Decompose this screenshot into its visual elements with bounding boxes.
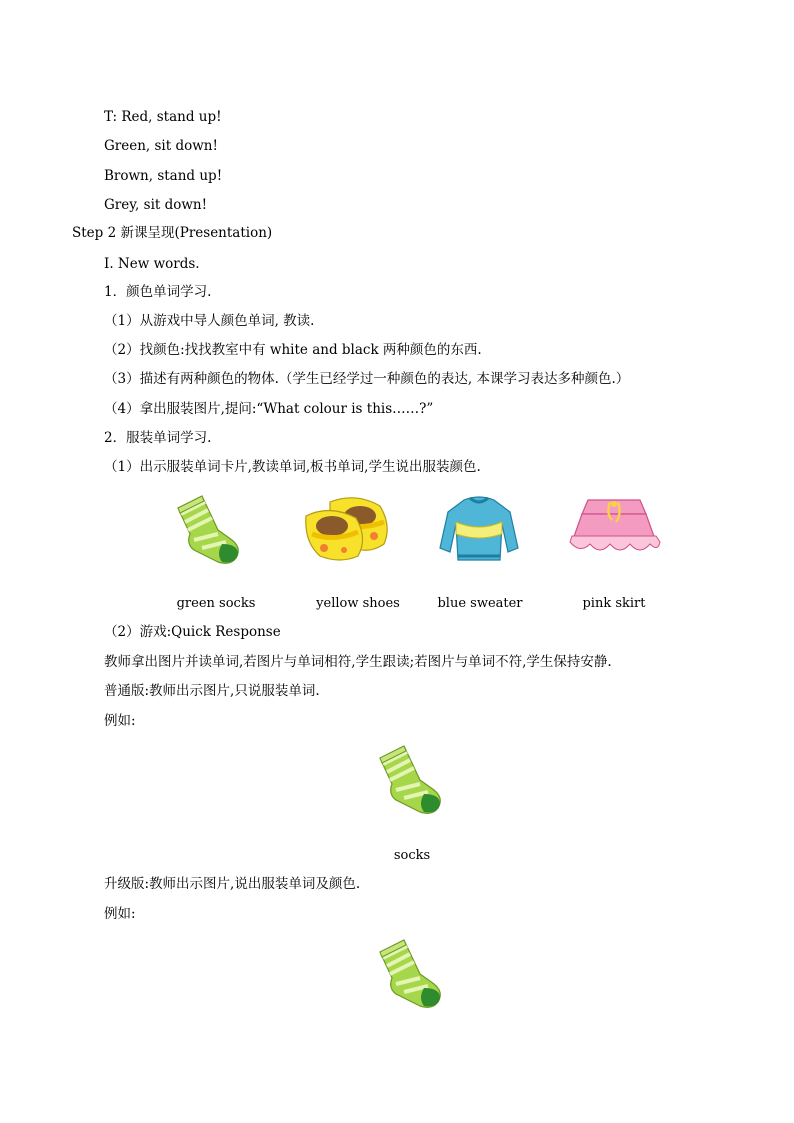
blue-sweater-icon xyxy=(438,494,520,564)
example-label-1: 例如: xyxy=(104,713,136,729)
game-description: 教师拿出图片并读单词,若图片与单词相符,学生跟读;若图片与单词不符,学生保持安静. xyxy=(104,654,612,670)
section2-item-1: （1）出示服装单词卡片,教读单词,板书单词,学生说出服装颜色. xyxy=(104,459,481,475)
dialogue-line-4: Grey, sit down! xyxy=(104,197,208,213)
dialogue-line-1: T: Red, stand up! xyxy=(104,109,222,125)
caption-blue-sweater: blue sweater xyxy=(437,596,523,611)
example-caption-socks: socks xyxy=(393,848,431,863)
section1-item-3: （3）描述有两种颜色的物体.（学生已经学过一种颜色的表达, 本课学习表达多种颜色.） xyxy=(104,371,630,387)
advanced-version-text: 升级版:教师出示图片,说出服装单词及颜色. xyxy=(104,876,361,892)
caption-green-socks: green socks xyxy=(176,596,256,611)
socks-example-2-icon xyxy=(374,938,450,1014)
section2-title: 2．服装单词学习. xyxy=(104,430,212,446)
example-label-2: 例如: xyxy=(104,906,136,922)
section1-title: 1．颜色单词学习. xyxy=(104,284,212,300)
section1-item-4: （4）拿出服装图片,提问:“What colour is this……?” xyxy=(104,401,434,417)
dialogue-line-3: Brown, stand up! xyxy=(104,168,223,184)
green-socks-icon xyxy=(172,494,248,570)
caption-yellow-shoes: yellow shoes xyxy=(316,596,400,611)
yellow-shoes-icon xyxy=(300,492,392,564)
caption-pink-skirt: pink skirt xyxy=(582,596,646,611)
game-title: （2）游戏:Quick Response xyxy=(104,624,281,640)
section1-item-2: （2）找颜色:找找教室中有 white and black 两种颜色的东西. xyxy=(104,342,482,358)
new-words-heading: I. New words. xyxy=(104,256,200,272)
dialogue-line-2: Green, sit down! xyxy=(104,138,218,154)
section1-item-1: （1）从游戏中导人颜色单词, 教读. xyxy=(104,313,315,329)
step2-heading: Step 2 新课呈现(Presentation) xyxy=(72,225,273,241)
pink-skirt-icon xyxy=(566,496,662,560)
basic-version-text: 普通版:教师出示图片,只说服装单词. xyxy=(104,683,320,699)
socks-example-icon xyxy=(374,744,450,820)
